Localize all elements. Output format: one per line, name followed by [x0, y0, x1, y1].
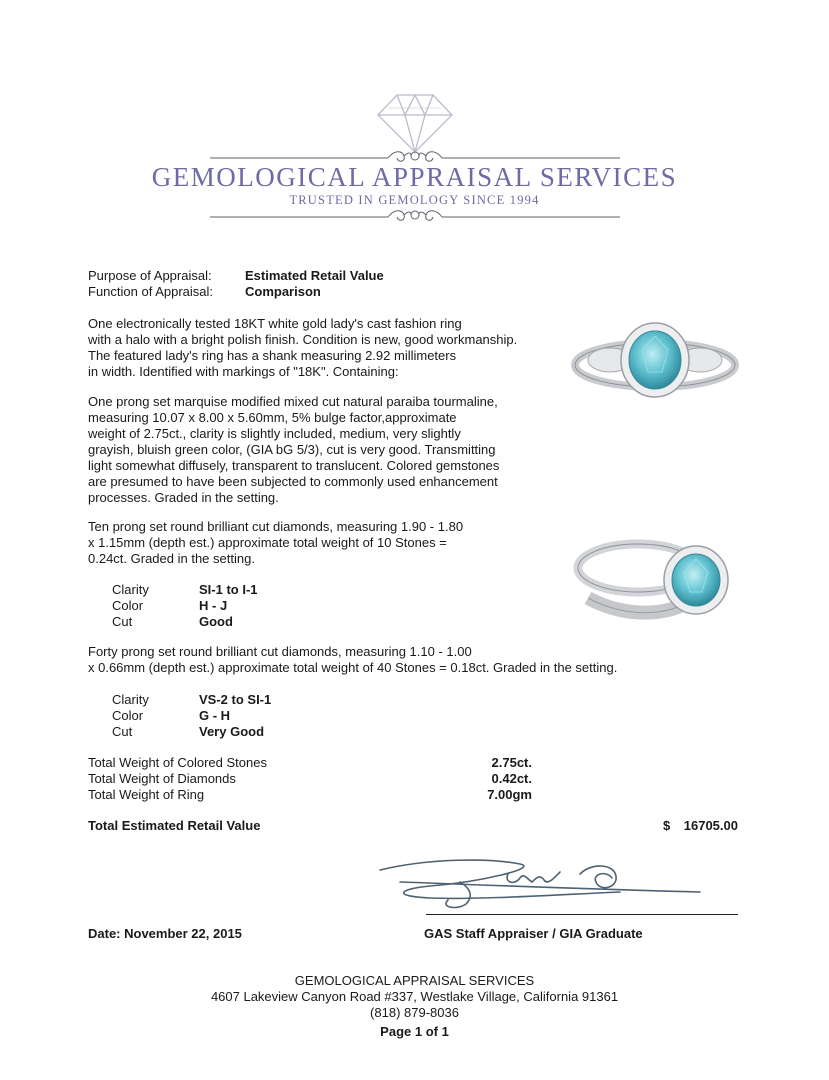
function-value: Comparison — [245, 284, 321, 299]
total-label: Total Weight of Colored Stones — [88, 755, 267, 770]
description-ring: One electronically tested 18KT white gold lady's cast fashion ring with a halo with a bright polish finish. Condition is new, good workmanship. The featured lady's ring has a shank measuring 2.92 millimeters in width. Identified with markings of "18K". Containing: — [88, 316, 518, 379]
grade-value: SI-1 to I-1 — [199, 582, 258, 597]
grade-label: Color — [112, 598, 144, 613]
brand-name: GEMOLOGICAL APPRAISAL SERVICES — [151, 162, 678, 192]
page-number: Page 1 of 1 — [380, 1024, 449, 1039]
description-halo-diamonds: Ten prong set round brilliant cut diamonds, measuring 1.90 - 1.80 x 1.15mm (depth est.) approximate total weight of 10 Stones = 0.24ct. Graded in the setting. — [88, 519, 464, 566]
grade-label: Cut — [112, 724, 133, 739]
appraiser-title: GAS Staff Appraiser / GIA Graduate — [424, 926, 643, 941]
retail-value-amount: 16705.00 — [683, 818, 738, 833]
grade-label: Cut — [112, 614, 133, 629]
total-value: 2.75ct. — [491, 755, 532, 770]
grade-value: H - J — [199, 598, 228, 613]
grade-value: VS-2 to SI-1 — [199, 692, 272, 707]
total-value: 7.00gm — [487, 787, 532, 802]
grade-label: Color — [112, 708, 144, 723]
diamond-icon — [378, 95, 452, 152]
footer-phone: (818) 879-8036 — [370, 1005, 459, 1020]
footer-address: 4607 Lakeview Canyon Road #337, Westlake Village, California 91361 — [210, 989, 619, 1004]
grade-label: Clarity — [112, 582, 149, 597]
ring-photo-side — [568, 528, 743, 628]
grade-label: Clarity — [112, 692, 149, 707]
purpose-value: Estimated Retail Value — [245, 268, 384, 283]
function-label: Function of Appraisal: — [88, 284, 214, 299]
grade-value: G - H — [199, 708, 231, 723]
brand-tagline: TRUSTED IN GEMOLOGY SINCE 1994 — [289, 193, 540, 207]
header-ornament-bottom — [210, 211, 620, 220]
total-label: Total Weight of Diamonds — [88, 771, 236, 786]
description-center-stone: One prong set marquise modified mixed cut natural paraiba tourmaline, measuring 10.07 x 8.00 x 5.60mm, 5% bulge factor,approximate weight of 2.75ct., clarity is slightly included, medium, very slightly grayish, bluish green color, (GIA bG 5/3), cut is very good. Transmitting light somewhat diffusely, transparent to translucent. Colored gemstones are presumed to have been subjected to commonly used enhancement processes. Graded in the setting. — [88, 394, 500, 505]
total-value: 0.42ct. — [491, 771, 532, 786]
currency-symbol: $ — [663, 818, 671, 833]
description-shank-diamonds: Forty prong set round brilliant cut diamonds, measuring 1.10 - 1.00 x 0.66mm (depth est.) approximate total weight of 40 Stones = 0.18ct. Graded in the setting. — [88, 644, 618, 675]
signature-line — [426, 914, 738, 915]
total-label: Total Weight of Ring — [88, 787, 205, 802]
ring-photo-top — [570, 310, 740, 420]
grade-value: Good — [199, 614, 233, 629]
purpose-label: Purpose of Appraisal: — [88, 268, 212, 283]
grade-value: Very Good — [199, 724, 265, 739]
footer-company: GEMOLOGICAL APPRAISAL SERVICES — [294, 973, 535, 988]
retail-value-label: Total Estimated Retail Value — [88, 818, 261, 833]
appraisal-date: Date: November 22, 2015 — [88, 926, 242, 941]
appraiser-signature — [370, 852, 710, 916]
